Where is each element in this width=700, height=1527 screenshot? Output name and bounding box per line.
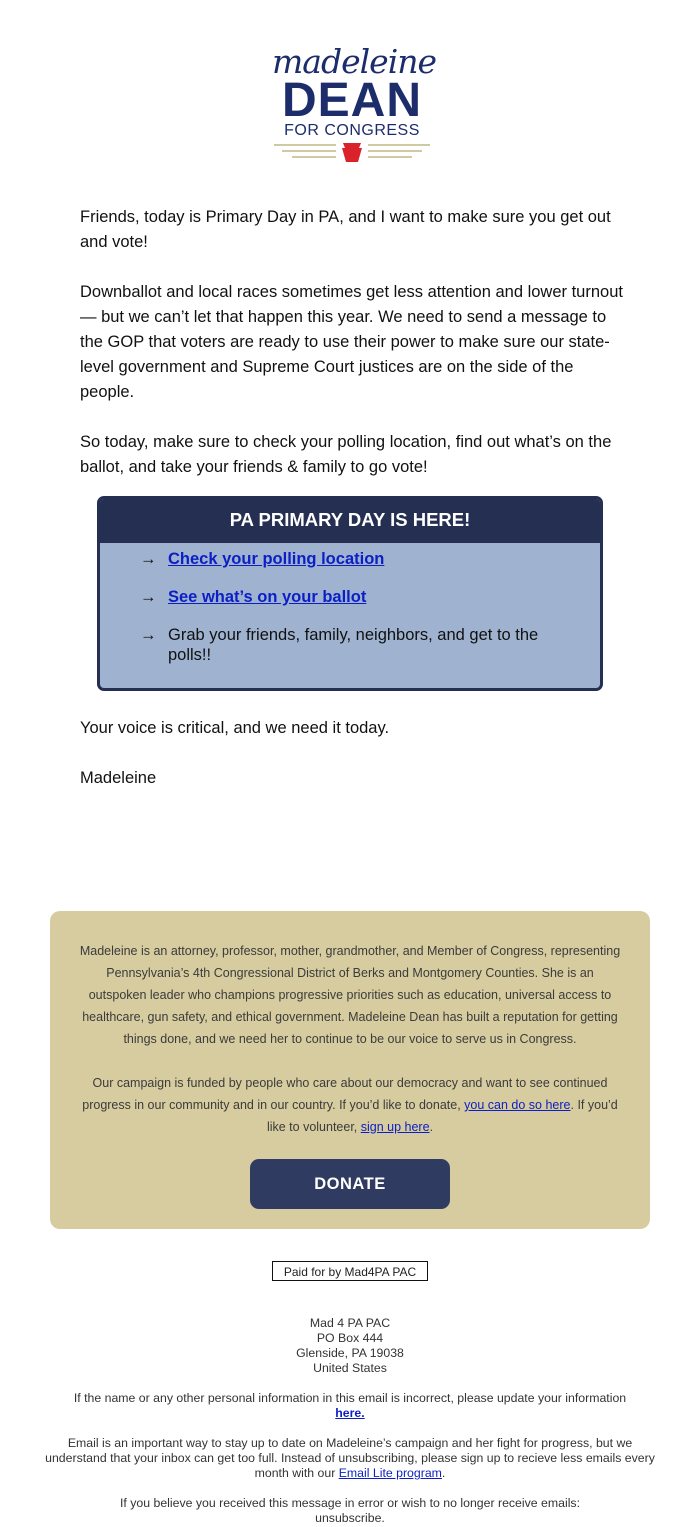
po-box: PO Box 444 (316, 1331, 384, 1345)
ballot-link[interactable]: See what’s on your ballot (168, 588, 367, 606)
donate-button[interactable]: DONATE (250, 1159, 450, 1209)
volunteer-link[interactable]: sign up here (360, 1120, 430, 1134)
city-state-zip: Glenside, PA 19038 (296, 1346, 404, 1360)
logo-tagline: FOR CONGRESS (284, 122, 420, 139)
polling-location-link[interactable]: Check your polling location (168, 550, 385, 568)
update-info-intro: If the name or any other personal information in this email is incorrect, please update your information (73, 1391, 627, 1405)
country: United States (313, 1361, 387, 1375)
logo-first-name: madeleine (272, 42, 437, 81)
keystone-icon (274, 143, 430, 163)
closing-line: Your voice is critical, and we need it today. (80, 719, 390, 737)
list-item (140, 587, 548, 607)
funding-middle: . If you’d like to volunteer, (266, 1098, 618, 1134)
primary-day-callout (97, 496, 603, 691)
callout-title: PA PRIMARY DAY IS HERE! (100, 499, 600, 543)
funding-intro: Our campaign is funded by people who care about our democracy and want to see continued progress in our community and in our country. If you’d like to donate, (82, 1076, 608, 1112)
update-info-text (40, 1391, 660, 1421)
org-name: Mad 4 PA PAC (309, 1316, 391, 1330)
list-item (140, 549, 548, 569)
email-lite-link[interactable]: Email Lite program (338, 1466, 442, 1480)
intro-paragraph: Friends, today is Primary Day in PA, and I want to make sure you get out and vote! (80, 208, 611, 251)
logo-last-name: DEAN (281, 74, 422, 127)
body-paragraph: Downballot and local races sometimes get less attention and lower turnout — but we can’t let that happen this year. We need to send a message to the GOP that voters are ready to use their power to make sure our state-level government and Supreme Court justices are on the side of the people. (80, 283, 623, 401)
arrow-right-icon: → (140, 550, 157, 568)
signature: Madeleine (80, 769, 157, 787)
unsubscribe-link[interactable]: unsubscribe. (315, 1511, 385, 1525)
email-lite-end: . (441, 1466, 446, 1480)
campaign-logo (272, 42, 437, 166)
unsubscribe-text (40, 1496, 660, 1526)
mailing-address (40, 1316, 660, 1376)
list-item (140, 625, 548, 665)
get-to-polls-text: Grab your friends, family, neighbors, and get to the polls!! (168, 626, 539, 664)
bio-panel (50, 911, 650, 1229)
donate-link[interactable]: you can do so here (464, 1098, 571, 1112)
update-info-link[interactable]: here. (335, 1406, 365, 1420)
bio-text: Madeleine is an attorney, professor, mother, grandmother, and Member of Congress, representing Pennsylvania’s 4th Congressional District of Berks and Montgomery Counties. She is an outspoken leader who champions progressive priorities such as education, universal access to healthcare, gun safety, and ethical government. Madeleine Dean has built a reputation for getting things done, and we need her to continue to be our voice to serve us in Congress. (79, 944, 621, 1046)
arrow-right-icon: → (140, 626, 157, 644)
email-lite-text (40, 1436, 660, 1481)
arrow-right-icon: → (140, 588, 157, 606)
email-lite-intro: Email is an important way to stay up to date on Madeleine’s campaign and her fight for progress, but we understand that your inbox can get too full. Instead of unsubscribing, please sign up to recieve less emails every month with our (45, 1436, 655, 1480)
unsubscribe-intro: If you believe you received this message in error or wish to no longer receive emails: (120, 1496, 580, 1510)
funding-text (78, 1072, 622, 1138)
paid-for-disclaimer: Paid for by Mad4PA PAC (272, 1261, 428, 1281)
call-to-action-paragraph: So today, make sure to check your polling location, find out what’s on the ballot, and take your friends & family to go vote! (80, 433, 612, 476)
funding-end: . (429, 1120, 434, 1134)
